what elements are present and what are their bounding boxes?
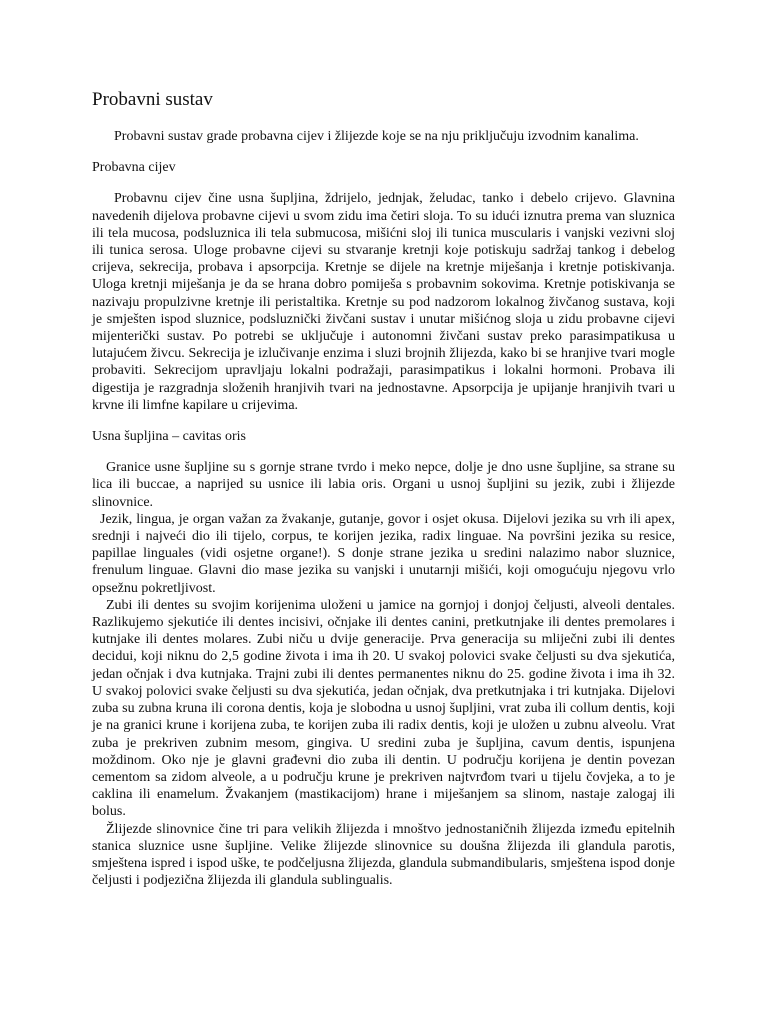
section-heading-probavna-cijev: Probavna cijev xyxy=(92,160,176,176)
document-page xyxy=(92,88,675,889)
zubi-paragraph: Zubi ili dentes su svojim korijenima uloženi u jamice na gornjoj i donjoj čeljusti, alveoli dentales. Razlikujemo sjekutiće ili dentes incisivi, očnjake ili dentes canini, pretkutnjake ili dentes premolares i kutnjake ili dentes molares. Zubi niču u dvije generacije. Prva generacija su mliječni zubi ili dentes decidui, koji niknu do 2,5 godine života i ima ih 20. U svakoj polovici svake čeljusti su dva sjekutića, jedan očnjak i dva kutnjaka. Trajni zubi ili dentes permanentes niknu do 25. godine života i ima ih 32. U svakoj polovici svake čeljusti su dva sjekutića, jedan očnjak, dva pretkutnjaka i tri kutnjaka. Dijelovi zuba su zubna kruna ili corona dentis, koja je slobodna u usnoj šupljini, vrat zuba ili collum dentis, koji je na granici krune i korijena zuba, te korijen zuba ili radix dentis, koji je uložen u zubnu alveolu. Vrat zuba je prekriven zubnim mesom, gingiva. U sredini zuba je šupljina, cavum dentis, ispunjena moždinom. Oko nje je glavni građevni dio zuba ili dentin. U području korijena je dentin povezan cementom sa zidom alveole, a u području krune je prekriven najtvrđom tvari u tijelu čovjeka, a to je caklina ili enamelum. Žvakanjem (mastikacijom) hrane i miješanjem sa slinom, nastaje zalogaj ili bolus. xyxy=(92,597,675,820)
spacer xyxy=(92,445,675,459)
granice-paragraph: Granice usne šupljine su s gornje strane tvrdo i meko nepce, dolje je dno usne šupljine, sa strane su lica ili buccae, a naprijed su usnice ili labia oris. Organi u usnoj šupljini su jezik, zubi i žlijezde slinovnice. xyxy=(92,460,675,510)
intro-paragraph: Probavni sustav grade probavna cijev i žlijezde koje se na nju priključuju izvodnim kanalima. xyxy=(114,129,639,144)
spacer xyxy=(92,176,675,190)
section-heading-usna-supljina: Usna šupljina – cavitas oris xyxy=(92,429,246,445)
jezik-paragraph: Jezik, lingua, je organ važan za žvakanje, gutanje, govor i osjet okusa. Dijelovi jezika su vrh ili apex, srednji i najveći dio ili tijelo, corpus, te korijen jezika, radix linguae. Na površini jezika su resice, papillae linguales (vidi osjetne organe!). S donje strane jezika u sredini nalazimo nabor sluznice, frenulum linguae. Glavni dio mase jezika su vanjski i unutarnji mišići, koji omogućuju njegovu vrlo opsežnu pokretljivost. xyxy=(92,511,675,596)
spacer xyxy=(92,414,675,428)
zlijezde-paragraph: Žlijezde slinovnice čine tri para velikih žlijezda i mnoštvo jednostaničnih žlijezda između epitelnih stanica sluznice usne šupljine. Velike žlijezde slinovnice su doušna žlijezda ili glandula parotis, smještena ispred i ispod uške, te podčeljusna žlijezda, glandula submandibularis, smještena ispod donje čeljusti i podjezična žlijezda ili glandula sublingualis. xyxy=(92,821,675,889)
probavna-cijev-paragraph: Probavnu cijev čine usna šupljina, ždrijelo, jednjak, želudac, tanko i debelo crijevo. Glavnina navedenih dijelova probavne cijevi u svom zidu ima četiri sloja. To su idući iznutra prema van sluznica ili tela mucosa, podsluznica ili tela submucosa, mišićni sloj ili tunica muscularis i vanjski vezivni sloj ili tunica serosa. Uloge probavne cijevi su stvaranje kretnji koje potiskuju sadržaj tankog i debelog crijeva, sekrecija, probava i apsorpcija. Kretnje se dijele na kretnje miješanja i kretnje potiskivanja. Uloga kretnji miješanja je da se hrana dobro pomiješa s probavnim sokovima. Kretnje potiskivanja se nazivaju propulzivne kretnje ili peristaltika. Kretnje su pod nadzorom lokalnog živčanog sustava, koji je smješten ispod sluznice, podsluznički živčani sustav i unutar mišićnog sloja u zidu probavne cijevi mijenterički sustav. Po potrebi se uključuje i autonomni živčani sustav preko parasimpatikusa u lutajućem živcu. Sekrecija je izlučivanje enzima i sluzi brojnih žlijezda, kako bi se hranjive tvari mogle probaviti. Sekrecijom upravljaju lokalni podražaji, parasimpatikus i lokalni hormoni. Probava ili digestija je razgradnja složenih hranjivih tvari na jednostavne. Apsorpcija je upijanje hranjivih tvari u krvne ili limfne kapilare u crijevima. xyxy=(92,191,675,413)
document-title: Probavni sustav xyxy=(92,89,213,110)
spacer xyxy=(92,145,675,159)
